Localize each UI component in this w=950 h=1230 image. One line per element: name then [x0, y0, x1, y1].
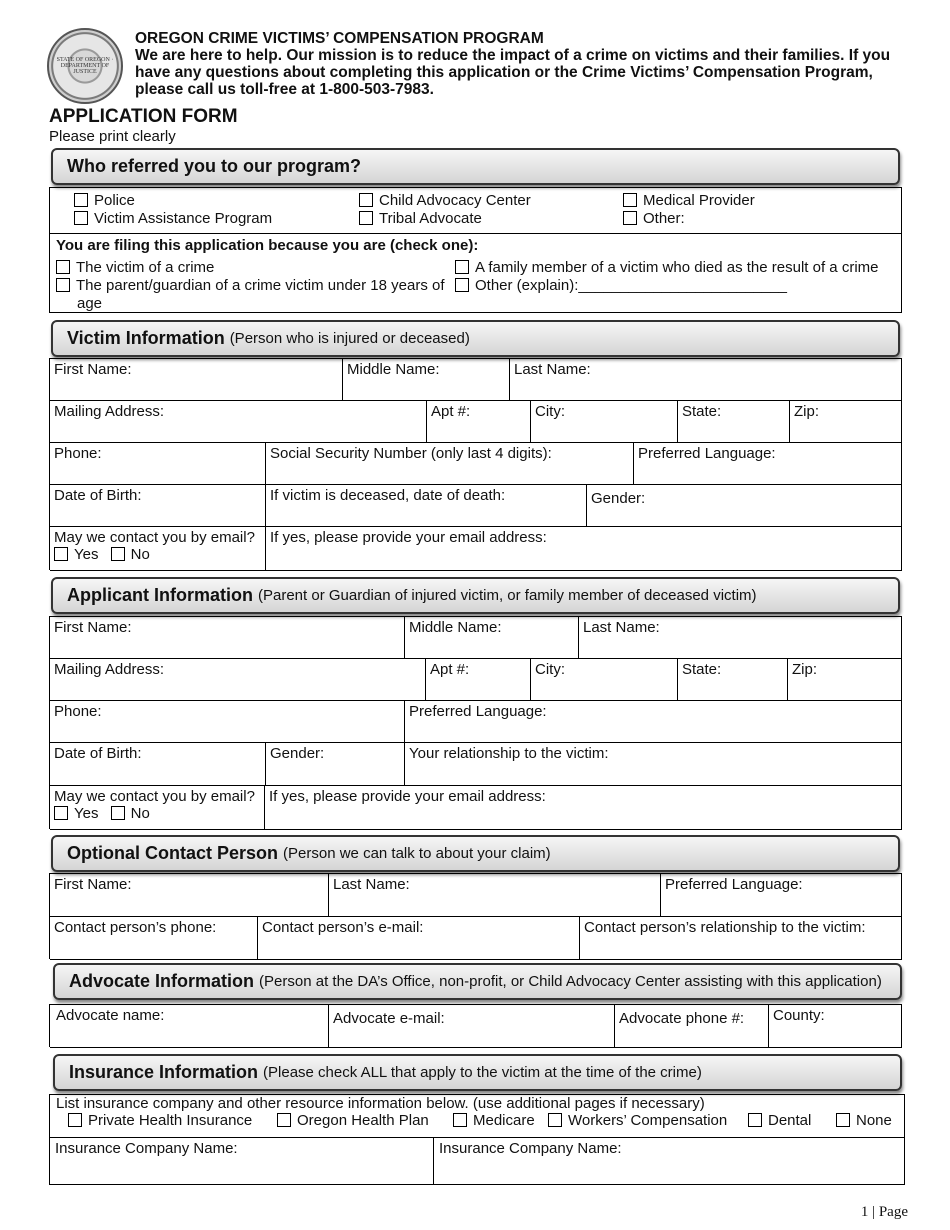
insurance-title: Insurance Information	[69, 1062, 259, 1082]
divider	[49, 1137, 905, 1138]
checkbox[interactable]	[548, 1113, 562, 1127]
no-label: No	[130, 546, 150, 563]
program-title: OREGON CRIME VICTIMS’ COMPENSATION PROGRAM	[135, 30, 544, 47]
option-label: Medicare	[473, 1112, 535, 1129]
victim-zip-field[interactable]: Zip:	[790, 401, 902, 443]
victim-language-field[interactable]: Preferred Language:	[634, 443, 902, 485]
form-title: APPLICATION FORM	[49, 106, 238, 127]
checkbox[interactable]	[836, 1113, 850, 1127]
victim-state-field[interactable]: State:	[678, 401, 790, 443]
option-label: Other (explain):_________________________	[475, 277, 787, 294]
insurance-company-name-field-2[interactable]: Insurance Company Name:	[439, 1140, 622, 1157]
insurance-company-name-field-1[interactable]: Insurance Company Name:	[55, 1140, 238, 1157]
checkbox[interactable]	[56, 278, 70, 292]
victim-death-date-field[interactable]: If victim is deceased, date of death:	[266, 485, 587, 527]
advocate-email-field[interactable]: Advocate e-mail:	[329, 1005, 615, 1048]
insurance-option-none[interactable]	[836, 1112, 892, 1129]
insurance-option-ohp[interactable]	[277, 1112, 429, 1129]
insurance-option-dental[interactable]	[748, 1112, 811, 1129]
filing-option-parent-guardian[interactable]	[56, 277, 448, 313]
filing-option-victim[interactable]	[56, 259, 214, 276]
insurance-option-workers-comp[interactable]	[548, 1112, 727, 1129]
referral-option-tribal-advocate[interactable]	[359, 210, 482, 227]
yes-checkbox[interactable]	[54, 547, 68, 561]
insurance-section-header	[53, 1054, 902, 1091]
victim-email-consent	[50, 527, 266, 571]
option-label: Other:	[643, 210, 685, 227]
victim-grid	[49, 358, 902, 570]
option-label: Workers’ Compensation	[568, 1112, 728, 1129]
filing-question: You are filing this application because you are (check one):	[56, 237, 479, 254]
option-label: Medical Provider	[643, 192, 755, 209]
checkbox[interactable]	[455, 278, 469, 292]
option-label: Victim Assistance Program	[94, 210, 273, 227]
page-header	[135, 30, 905, 98]
victim-ssn-field[interactable]: Social Security Number (only last 4 digits):	[266, 443, 634, 485]
contact-phone-field[interactable]: Contact person’s phone:	[50, 917, 258, 960]
victim-phone-field[interactable]: Phone:	[50, 443, 266, 485]
advocate-county-field[interactable]: County:	[769, 1005, 902, 1048]
checkbox[interactable]	[277, 1113, 291, 1127]
seal-text: STATE OF OREGON · DEPARTMENT OF JUSTICE	[56, 57, 114, 75]
contact-language-field[interactable]: Preferred Language:	[661, 874, 902, 917]
applicant-title: Applicant Information	[67, 585, 253, 605]
checkbox[interactable]	[455, 260, 469, 274]
option-label: The parent/guardian of a crime victim under 18 years of age	[76, 277, 445, 312]
contact-subtitle: (Person we can talk to about your claim)	[283, 845, 551, 862]
checkbox[interactable]	[74, 211, 88, 225]
applicant-last-name-field[interactable]: Last Name:	[579, 617, 902, 659]
option-label: Private Health Insurance	[88, 1112, 253, 1129]
applicant-section-header	[51, 577, 900, 614]
email-consent-question: May we contact you by email?	[54, 788, 255, 805]
no-checkbox[interactable]	[111, 806, 125, 820]
referral-section-header	[51, 148, 900, 185]
victim-title: Victim Information	[67, 328, 225, 348]
print-note: Please print clearly	[49, 128, 176, 145]
contact-title: Optional Contact Person	[67, 843, 279, 863]
victim-first-name-field[interactable]: First Name:	[50, 359, 343, 401]
applicant-state-field[interactable]: State:	[678, 659, 788, 701]
checkbox[interactable]	[68, 1113, 82, 1127]
option-label: Police	[94, 192, 135, 209]
referral-title: Who referred you to our program?	[67, 156, 362, 176]
no-checkbox[interactable]	[111, 547, 125, 561]
applicant-email-consent	[50, 786, 265, 830]
checkbox[interactable]	[74, 193, 88, 207]
referral-option-child-advocacy[interactable]	[359, 192, 531, 209]
yes-label: Yes	[74, 546, 99, 563]
referral-option-police[interactable]	[74, 192, 135, 209]
victim-middle-name-field[interactable]: Middle Name:	[343, 359, 510, 401]
victim-mailing-address-field[interactable]: Mailing Address:	[50, 401, 427, 443]
applicant-subtitle: (Parent or Guardian of injured victim, or family member of deceased victim)	[258, 587, 757, 604]
contact-last-name-field[interactable]: Last Name:	[329, 874, 661, 917]
applicant-mailing-address-field[interactable]: Mailing Address:	[50, 659, 426, 701]
divider	[49, 233, 902, 234]
victim-city-field[interactable]: City:	[531, 401, 678, 443]
applicant-relationship-field[interactable]: Your relationship to the victim:	[405, 743, 902, 786]
checkbox[interactable]	[453, 1113, 467, 1127]
applicant-phone-field[interactable]: Phone:	[50, 701, 405, 743]
checkbox[interactable]	[359, 193, 373, 207]
option-label: None	[856, 1112, 892, 1129]
filing-option-family-member[interactable]	[455, 259, 878, 276]
applicant-gender-field[interactable]: Gender:	[266, 743, 405, 786]
insurance-instruction: List insurance company and other resource information below. (use additional pages if necessary)	[56, 1095, 705, 1112]
option-label: Tribal Advocate	[379, 210, 482, 227]
checkbox[interactable]	[56, 260, 70, 274]
insurance-subtitle: (Please check ALL that apply to the victim at the time of the crime)	[263, 1064, 702, 1081]
victim-section-header	[51, 320, 900, 357]
applicant-apt-field[interactable]: Apt #:	[426, 659, 531, 701]
mission-statement: We are here to help. Our mission is to reduce the impact of a crime on victims and their families. If you have any questions about completing this application or the Crime Victims’ Compensation Program, please call us toll-free at 1-800-503-7983.	[135, 47, 891, 98]
yes-checkbox[interactable]	[54, 806, 68, 820]
advocate-title: Advocate Information	[69, 971, 255, 991]
page-number: 1 | Page	[860, 1204, 908, 1220]
victim-apt-field[interactable]: Apt #:	[427, 401, 531, 443]
victim-subtitle: (Person who is injured or deceased)	[229, 330, 470, 347]
advocate-section-header	[53, 963, 902, 1000]
contact-relationship-field[interactable]: Contact person’s relationship to the victim:	[580, 917, 902, 960]
advocate-grid	[49, 1004, 902, 1047]
advocate-name-field[interactable]: Advocate name:	[50, 1005, 329, 1048]
option-label: Child Advocacy Center	[379, 192, 531, 209]
insurance-option-private[interactable]	[68, 1112, 252, 1129]
contact-email-field[interactable]: Contact person’s e-mail:	[258, 917, 580, 960]
no-label: No	[130, 805, 150, 822]
victim-dob-field[interactable]: Date of Birth:	[50, 485, 266, 527]
contact-section-header	[51, 835, 900, 872]
applicant-language-field[interactable]: Preferred Language:	[405, 701, 902, 743]
option-label: Dental	[768, 1112, 812, 1129]
applicant-dob-field[interactable]: Date of Birth:	[50, 743, 266, 786]
checkbox[interactable]	[359, 211, 373, 225]
applicant-grid	[49, 616, 902, 829]
advocate-phone-field[interactable]: Advocate phone #:	[615, 1005, 769, 1048]
divider	[433, 1137, 434, 1185]
victim-last-name-field[interactable]: Last Name:	[510, 359, 902, 401]
referral-option-victim-assistance[interactable]	[74, 210, 272, 227]
option-label: Oregon Health Plan	[297, 1112, 429, 1129]
option-label: A family member of a victim who died as the result of a crime	[475, 259, 879, 276]
email-consent-question: May we contact you by email?	[54, 529, 255, 546]
applicant-first-name-field[interactable]: First Name:	[50, 617, 405, 659]
checkbox[interactable]	[623, 193, 637, 207]
yes-label: Yes	[74, 805, 99, 822]
referral-option-medical-provider[interactable]	[623, 192, 755, 209]
contact-first-name-field[interactable]: First Name:	[50, 874, 329, 917]
checkbox[interactable]	[748, 1113, 762, 1127]
oregon-state-seal	[47, 28, 123, 104]
option-label: The victim of a crime	[76, 259, 215, 276]
contact-grid	[49, 873, 902, 959]
insurance-option-medicare[interactable]	[453, 1112, 535, 1129]
applicant-middle-name-field[interactable]: Middle Name:	[405, 617, 579, 659]
advocate-subtitle: (Person at the DA’s Office, non-profit, or Child Advocacy Center assisting with this application)	[259, 973, 882, 990]
applicant-email-field[interactable]: If yes, please provide your email address:	[265, 786, 902, 830]
victim-email-field[interactable]: If yes, please provide your email address:	[266, 527, 902, 571]
referral-option-other[interactable]	[623, 210, 685, 227]
filing-option-other[interactable]	[455, 277, 787, 294]
applicant-city-field[interactable]: City:	[531, 659, 678, 701]
checkbox[interactable]	[623, 211, 637, 225]
applicant-zip-field[interactable]: Zip:	[788, 659, 902, 701]
victim-gender-field[interactable]: Gender:	[587, 485, 902, 527]
